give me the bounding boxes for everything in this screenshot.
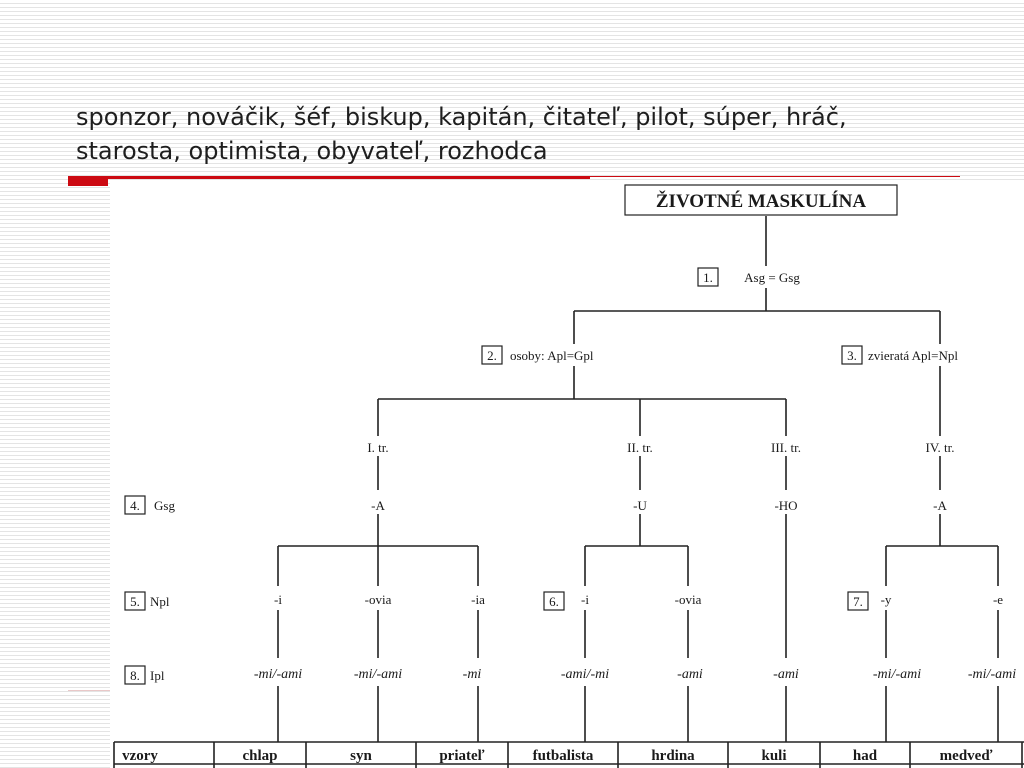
node-1-label: Asg = Gsg <box>744 270 800 285</box>
ipl-form-7: -mi/-ami <box>872 667 922 682</box>
ipl-form-1: -mi/-ami <box>253 667 303 682</box>
table-cell-medved: medveď <box>939 748 993 764</box>
declension-diagram <box>110 180 1024 768</box>
row-4-number: 4. <box>130 498 140 513</box>
ipl-form-8: -mi/-ami <box>967 667 1017 682</box>
npl-form-6: -y <box>880 592 892 607</box>
tree-lines <box>278 216 998 742</box>
table-cell-kuli: kuli <box>761 748 787 764</box>
table-cell-vzory: vzory <box>122 748 158 764</box>
row-5-label: Npl <box>150 594 170 609</box>
table-cell-syn: syn <box>350 748 372 764</box>
ipl-form-5: -ami <box>677 667 703 682</box>
ipl-form-4: -ami/-mi <box>560 667 610 682</box>
npl-form-7: -e <box>992 592 1004 607</box>
node-3-number: 3. <box>847 348 857 363</box>
ipl-form-3: -mi <box>462 667 482 682</box>
class-label-3: III. tr. <box>771 440 801 455</box>
diagram-svg <box>110 180 1024 768</box>
table-cell-hrdina: hrdina <box>651 748 695 764</box>
faint-divider <box>68 690 110 691</box>
diagram-title: ŽIVOTNÉ MASKULÍNA <box>655 191 867 212</box>
slide-text <box>76 100 996 168</box>
npl-form-1: -i <box>274 592 282 607</box>
row-4-label: Gsg <box>154 498 175 513</box>
node-7-number: 7. <box>853 594 863 609</box>
gsg-form-3: -HO <box>774 498 798 513</box>
slide-text-line-2: starosta, optimista, obyvateľ, rozhodca <box>76 137 548 165</box>
accent-thin-line <box>590 176 960 177</box>
node-1-number: 1. <box>703 270 713 285</box>
gsg-form-1: -A <box>371 498 385 513</box>
npl-form-5: -ovia <box>674 592 702 607</box>
node-3-label: zvieratá Apl=Npl <box>868 348 958 363</box>
npl-form-4: -i <box>581 592 589 607</box>
table-cell-priatel: priateľ <box>439 748 485 764</box>
class-label-2: II. tr. <box>627 440 653 455</box>
row-8-number: 8. <box>130 668 140 683</box>
class-label-4: IV. tr. <box>925 440 955 455</box>
class-label-1: I. tr. <box>367 440 389 455</box>
table-cell-chlap: chlap <box>242 748 278 764</box>
node-2-label: osoby: Apl=Gpl <box>510 348 594 363</box>
accent-red-bar <box>68 176 108 186</box>
row-5-number: 5. <box>130 594 140 609</box>
accent-red-line <box>108 176 590 179</box>
npl-form-3: -ia <box>471 592 485 607</box>
npl-form-2: -ovia <box>364 592 392 607</box>
row-8-label: Ipl <box>150 668 165 683</box>
node-2-number: 2. <box>487 348 497 363</box>
ipl-form-2: -mi/-ami <box>353 667 403 682</box>
slide-text-line-1: sponzor, nováčik, šéf, biskup, kapitán, čitateľ, pilot, súper, hráč, <box>76 103 847 131</box>
table-cell-futbalista: futbalista <box>532 748 594 764</box>
ipl-form-6: -ami <box>773 667 799 682</box>
gsg-form-4: -A <box>933 498 947 513</box>
node-6-number: 6. <box>549 594 559 609</box>
table-cell-had: had <box>852 748 878 764</box>
gsg-form-2: -U <box>633 498 647 513</box>
